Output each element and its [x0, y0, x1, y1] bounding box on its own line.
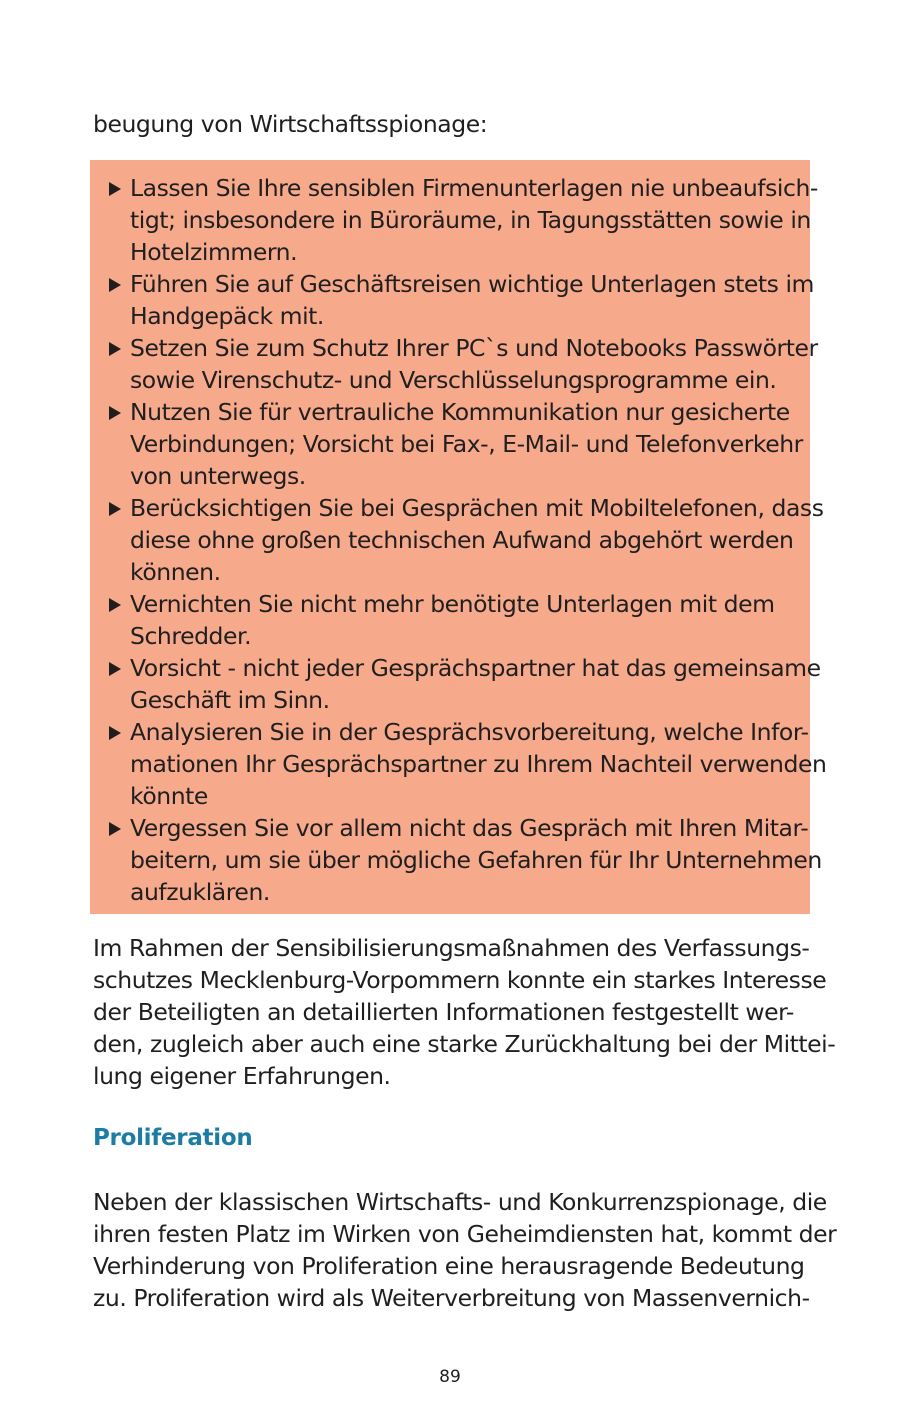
tip-line: Berücksichtigen Sie bei Gesprächen mit Mobiltelefonen, dass [130, 494, 824, 522]
tip-line: beitern, um sie über mögliche Gefahren für Ihr Unternehmen [130, 846, 822, 874]
tip-line: mationen Ihr Gesprächspartner zu Ihrem Nachteil verwenden [130, 750, 827, 778]
tip-item [106, 492, 826, 588]
tip-line: Setzen Sie zum Schutz Ihrer PC`s und Notebooks Passwörter [130, 334, 818, 362]
paragraph-line: den, zugleich aber auch eine starke Zurückhaltung bei der Mittei- [93, 1030, 836, 1058]
tip-item [106, 396, 826, 492]
tip-line: diese ohne großen technischen Aufwand abgehört werden [130, 526, 794, 554]
paragraph-proliferation [93, 1186, 836, 1314]
tip-line: könnte [130, 782, 208, 810]
triangle-right-icon [109, 598, 121, 612]
triangle-right-icon [109, 822, 121, 836]
tip-line: aufzuklären. [130, 878, 270, 906]
tips-list [106, 172, 826, 908]
tip-line: von unterwegs. [130, 462, 306, 490]
tip-line: Vernichten Sie nicht mehr benötigte Unterlagen mit dem [130, 590, 775, 618]
tip-line: Verbindungen; Vorsicht bei Fax-, E-Mail- und Telefonverkehr [130, 430, 803, 458]
tip-line: Analysieren Sie in der Gesprächsvorbereitung, welche Infor- [130, 718, 809, 746]
tip-line: sowie Virenschutz- und Verschlüsselungsprogramme ein. [130, 366, 777, 394]
tip-line: Führen Sie auf Geschäftsreisen wichtige Unterlagen stets im [130, 270, 815, 298]
tip-item [106, 812, 826, 908]
paragraph-line: Verhinderung von Proliferation eine herausragende Bedeutung [93, 1252, 805, 1280]
tip-line: Nutzen Sie für vertrauliche Kommunikation nur gesicherte [130, 398, 790, 426]
intro-line: beugung von Wirtschaftsspionage: [93, 110, 488, 138]
tip-line: Handgepäck mit. [130, 302, 324, 330]
tip-line: können. [130, 558, 221, 586]
paragraph-line: Neben der klassischen Wirtschafts- und Konkurrenzspionage, die [93, 1188, 827, 1216]
tip-line: Hotelzimmern. [130, 238, 298, 266]
page-number: 89 [439, 1367, 461, 1387]
paragraph-sensibilisierung [93, 932, 835, 1092]
tip-line: Geschäft im Sinn. [130, 686, 330, 714]
tip-line: Schredder. [130, 622, 252, 650]
triangle-right-icon [109, 406, 121, 420]
paragraph-line: lung eigener Erfahrungen. [93, 1062, 391, 1090]
paragraph-line: Im Rahmen der Sensibilisierungsmaßnahmen des Verfassungs- [93, 934, 810, 962]
tips-box [90, 160, 827, 914]
tip-line: tigt; insbesondere in Büroräume, in Tagungsstätten sowie in [130, 206, 811, 234]
tip-item [106, 652, 826, 716]
paragraph-line: schutzes Mecklenburg-Vorpommern konnte ein starkes Interesse [93, 966, 827, 994]
tip-item [106, 172, 826, 268]
tip-item [106, 268, 826, 332]
tip-item [106, 588, 826, 652]
tip-line: Lassen Sie Ihre sensiblen Firmenunterlagen nie unbeaufsich- [130, 174, 818, 202]
tip-line: Vergessen Sie vor allem nicht das Gespräch mit Ihren Mitar- [130, 814, 809, 842]
triangle-right-icon [109, 662, 121, 676]
paragraph-line: ihren festen Platz im Wirken von Geheimdiensten hat, kommt der [93, 1220, 837, 1248]
tip-item [106, 332, 826, 396]
triangle-right-icon [109, 502, 121, 516]
paragraph-line: der Beteiligten an detaillierten Informationen festgestellt wer- [93, 998, 794, 1026]
triangle-right-icon [109, 726, 121, 740]
triangle-right-icon [109, 342, 121, 356]
triangle-right-icon [109, 278, 121, 292]
triangle-right-icon [109, 182, 121, 196]
paragraph-line: zu. Proliferation wird als Weiterverbreitung von Massenvernich- [93, 1284, 810, 1312]
tip-item [106, 716, 826, 812]
section-heading: Proliferation [93, 1125, 253, 1151]
tip-line: Vorsicht - nicht jeder Gesprächspartner hat das gemeinsame [130, 654, 821, 682]
